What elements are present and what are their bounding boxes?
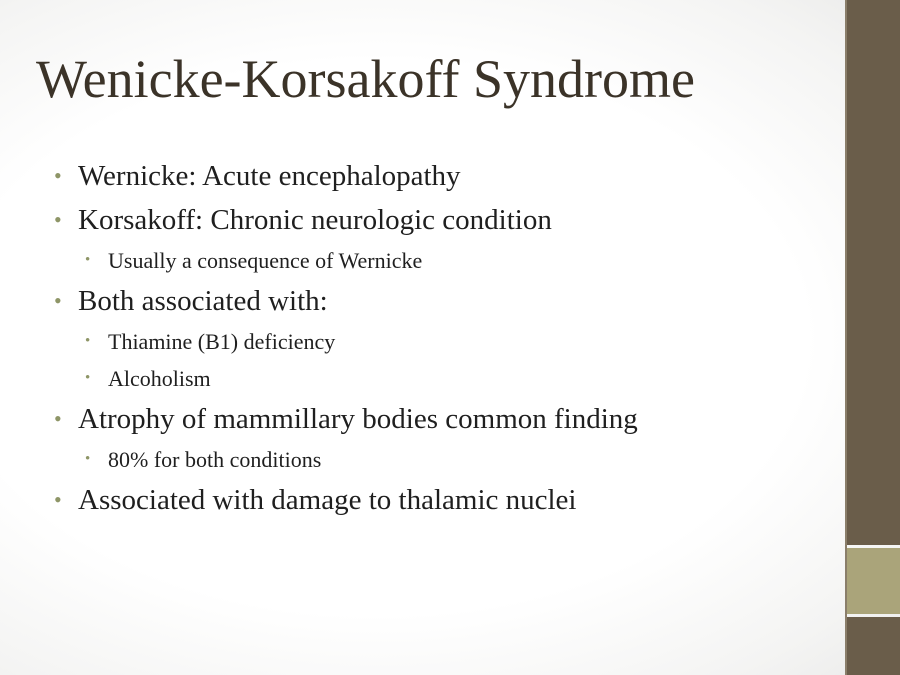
sub-bullet-text: Thiamine (B1) deficiency (108, 329, 336, 354)
bullet-item-thalamic (52, 478, 832, 522)
sub-bullet-item-alcoholism (52, 360, 832, 397)
bullet-dot-icon: • (54, 163, 62, 188)
sub-bullet-item-percentage (52, 441, 832, 478)
sub-bullet-item-thiamine (52, 323, 832, 360)
side-band-accent-segment (845, 548, 900, 614)
bullet-text: Both associated with: (78, 285, 328, 317)
bullet-text: Associated with damage to thalamic nuclei (78, 484, 577, 516)
bullet-item-atrophy (52, 397, 832, 441)
sub-bullet-item-consequence (52, 242, 832, 279)
sub-bullet-dot-icon: • (85, 333, 91, 349)
bullet-dot-icon: • (54, 487, 62, 512)
sub-bullet-text: Usually a consequence of Wernicke (108, 248, 423, 273)
bullet-item-wernicke (52, 154, 832, 198)
bullet-text: Atrophy of mammillary bodies common finding (78, 403, 638, 435)
bullet-dot-icon: • (54, 207, 62, 232)
sub-bullet-dot-icon: • (85, 370, 91, 386)
sub-bullet-dot-icon: • (85, 451, 91, 467)
side-band-dark-segment-top (845, 0, 900, 545)
sub-bullet-dot-icon: • (85, 252, 91, 268)
sub-bullet-text: Alcoholism (108, 366, 211, 391)
bullet-text: Korsakoff: Chronic neurologic condition (78, 204, 552, 236)
sub-bullet-text: 80% for both conditions (108, 447, 322, 472)
bullet-item-both-associated (52, 279, 832, 323)
decorative-side-band (845, 0, 900, 675)
bullet-item-korsakoff (52, 198, 832, 242)
side-band-edge (845, 0, 847, 675)
bullet-dot-icon: • (54, 406, 62, 431)
side-band-dark-segment-bottom (845, 617, 900, 675)
bullet-dot-icon: • (54, 288, 62, 313)
bullet-list (52, 154, 832, 522)
slide-title: Wenicke-Korsakoff Syndrome (36, 49, 695, 109)
bullet-text: Wernicke: Acute encephalopathy (78, 160, 461, 192)
